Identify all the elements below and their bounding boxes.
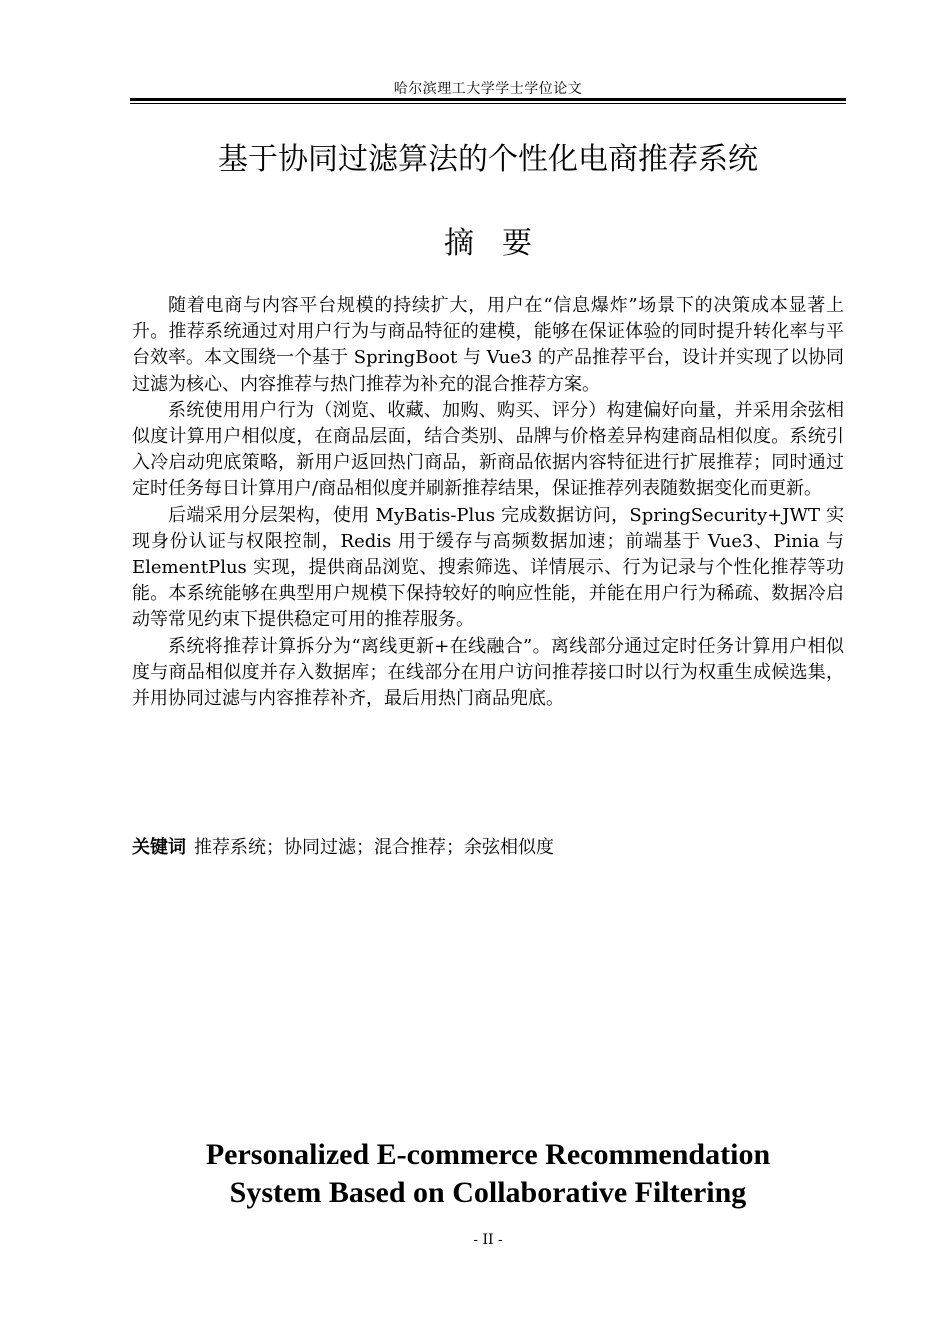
abstract-paragraph: 系统将推荐计算拆分为“离线更新+在线融合”。离线部分通过定时任务计算用户相似度与商品相似度并存入数据库；在线部分在用户访问推荐接口时以行为权重生成候选集，并用协同过滤与内容推荐补齐，最后用热门商品兜底。 [132,635,844,710]
keywords-text: 推荐系统；协同过滤；混合推荐；余弦相似度 [194,837,554,858]
abstract-heading: 摘要 [444,226,560,261]
keywords-line [132,835,844,861]
english-title-line: System Based on Collaborative Filtering [229,1176,747,1209]
keywords-label: 关键词 [132,837,186,858]
header-rule-thick [130,98,846,101]
english-title-line: Personalized E-commerce Recommendation [205,1138,771,1171]
header-rule-thin [130,103,846,104]
page-number: - II - [473,1232,503,1248]
abstract-paragraph: 后端采用分层架构，使用 MyBatis-Plus 完成数据访问，SpringSecurity+JWT 实现身份认证与权限控制，Redis 用于缓存与高频数据加速；前端基于 Vue3、Pinia 与 ElementPlus 实现，提供商品浏览、搜索筛选、详情展示、行为记录与个性化推荐等功能。本系统能够在典型用户规模下保持较好的响应性能，并能在用户行为稀疏、数据冷启动等常见约束下提供稳定可用的推荐服务。 [132,504,844,631]
english-title [130,1136,846,1212]
abstract-body [132,293,844,712]
thesis-header: 哈尔滨理工大学学士学位论文 [393,81,583,97]
chinese-title: 基于协同过滤算法的个性化电商推荐系统 [218,142,758,177]
abstract-paragraph: 随着电商与内容平台规模的持续扩大，用户在“信息爆炸”场景下的决策成本显著上升。推荐系统通过对用户行为与商品特征的建模，能够在保证体验的同时提升转化率与平台效率。本文围绕一个基于 SpringBoot 与 Vue3 的产品推荐平台，设计并实现了以协同过滤为核心、内容推荐与热门推荐为补充的混合推荐方案。 [132,295,844,395]
abstract-paragraph: 系统使用用户行为（浏览、收藏、加购、购买、评分）构建偏好向量，并采用余弦相似度计算用户相似度，在商品层面，结合类别、品牌与价格差异构建商品相似度。系统引入冷启动兜底策略，新用户返回热门商品，新商品依据内容特征进行扩展推荐；同时通过定时任务每日计算用户/商品相似度并刷新推荐结果，保证推荐列表随数据变化而更新。 [132,399,844,500]
